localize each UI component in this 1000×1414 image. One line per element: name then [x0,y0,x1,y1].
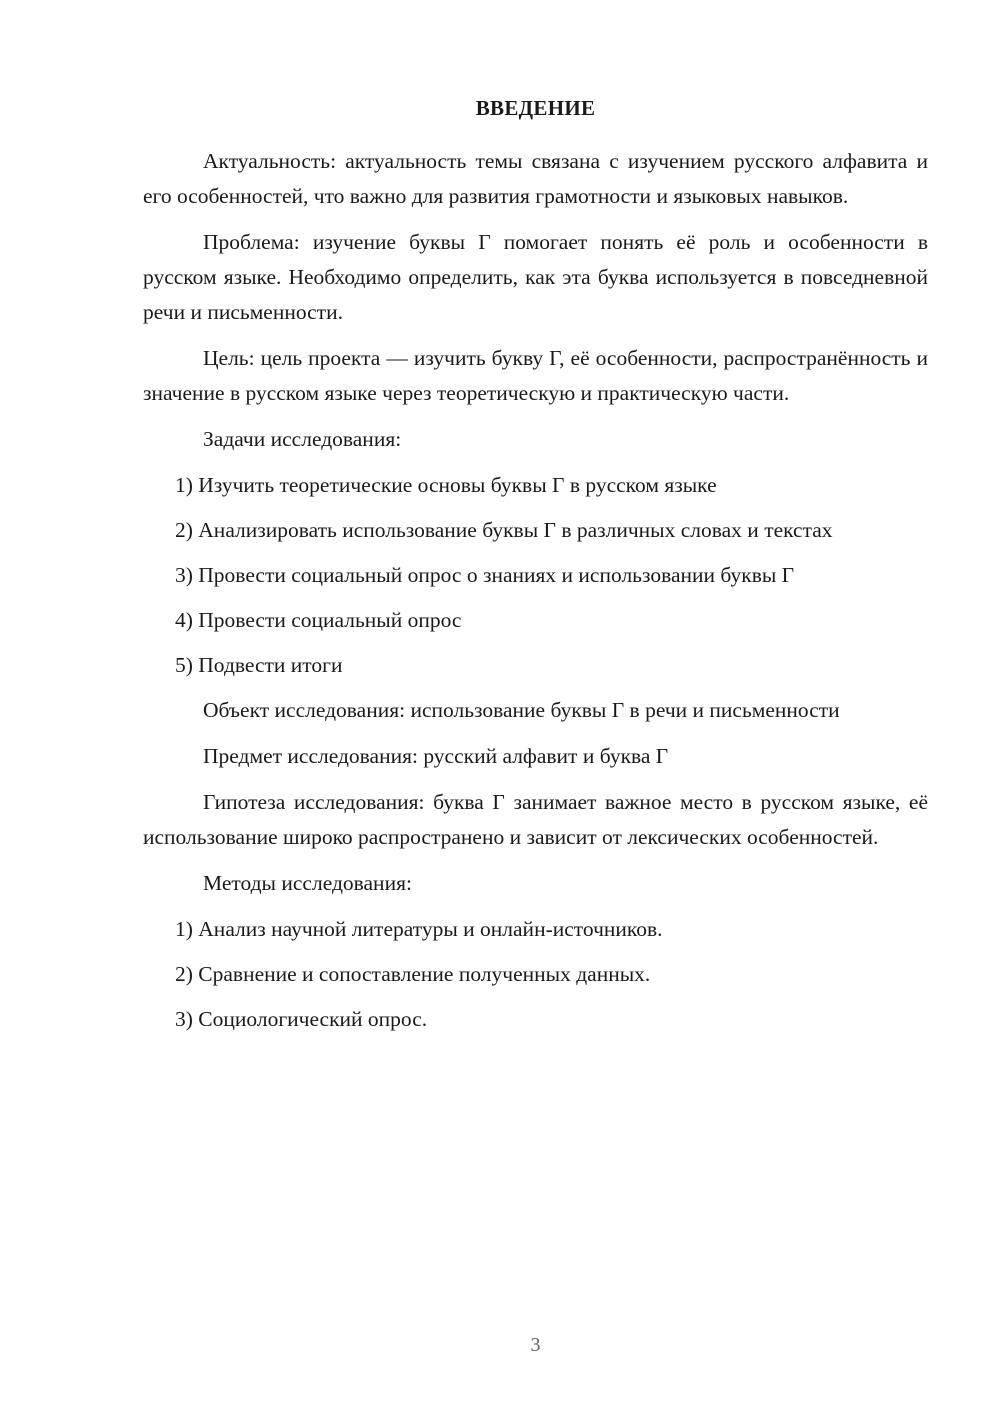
method-item-1: 1) Анализ научной литературы и онлайн-источников. [175,917,663,941]
tasks-heading: Задачи исследования: [203,427,402,451]
hypothesis-paragraph: Гипотеза исследования: буква Г занимает важное место в русском языке, её использование широко распространено и зависит от лексических особенностей. [143,790,928,849]
method-item-2: 2) Сравнение и сопоставление полученных данных. [175,962,651,986]
subject-paragraph: Предмет исследования: русский алфавит и буква Г [203,744,669,768]
methods-heading: Методы исследования: [203,871,412,895]
relevance-paragraph: Актуальность: актуальность темы связана с изучением русского алфавита и его особенностей, что важно для развития грамотности и языковых навыков. [143,149,928,208]
page-title: ВВЕДЕНИЕ [475,96,596,120]
document-page [143,0,928,1414]
goal-paragraph: Цель: цель проекта — изучить букву Г, её особенности, распространённость и значение в русском языке через теоретическую и практическую части. [143,346,928,405]
task-item-5: 5) Подвести итоги [175,653,343,677]
task-item-4: 4) Провести социальный опрос [175,608,462,632]
method-item-3: 3) Социологический опрос. [175,1007,428,1031]
document-body [143,144,928,1047]
object-paragraph: Объект исследования: использование буквы Г в речи и письменности [203,698,840,722]
task-item-1: 1) Изучить теоретические основы буквы Г в русском языке [175,473,717,497]
task-item-2: 2) Анализировать использование буквы Г в различных словах и текстах [175,518,833,542]
task-item-3: 3) Провести социальный опрос о знаниях и использовании буквы Г [175,563,795,587]
problem-paragraph: Проблема: изучение буквы Г помогает понять её роль и особенности в русском языке. Необходимо определить, как эта буква используется в повседневной речи и письменности. [143,230,928,324]
page-number: 3 [530,1334,541,1356]
